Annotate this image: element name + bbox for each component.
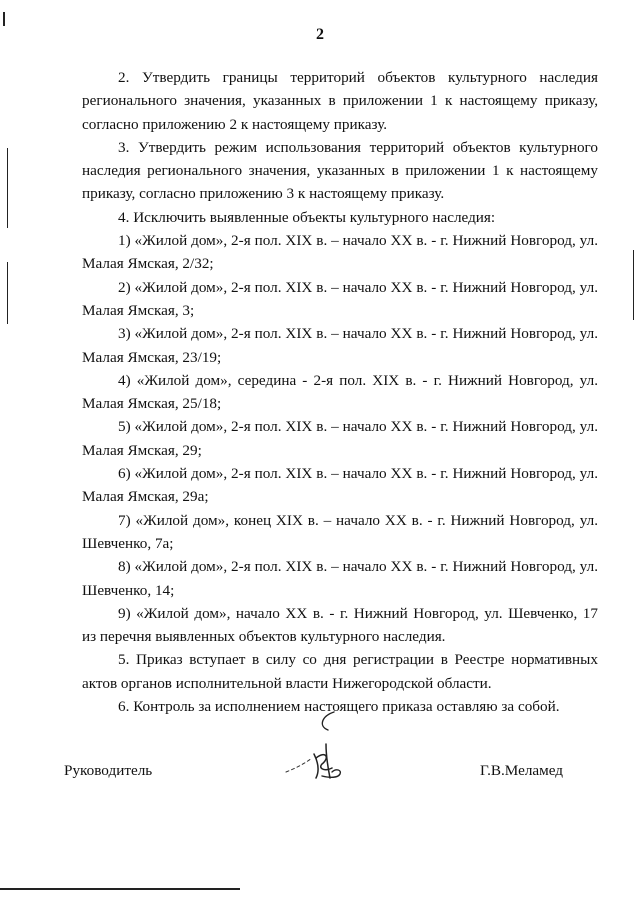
excluded-object-item: 2) «Жилой дом», 2-я пол. XIX в. – начало XX в. - г. Нижний Новгород, ул. Малая Ямская, 3; xyxy=(82,278,598,319)
left-margin-mark xyxy=(7,262,8,324)
paragraph-approve-regime: 3. Утвердить режим использования территорий объектов культурного наследия регионального значения, указанных в приложении 1 к настоящему приказу, согласно приложению 3 к настоящему приказу. xyxy=(82,138,598,203)
excluded-object-item: 4) «Жилой дом», середина - 2-я пол. XIX в. - г. Нижний Новгород, ул. Малая Ямская, 25/18; xyxy=(82,371,598,413)
excluded-objects-suffix: из перечня выявленных объектов культурного наследия. xyxy=(82,628,446,646)
signature-block xyxy=(0,700,640,800)
signer-title: Руководитель xyxy=(64,762,153,779)
excluded-object-item: 6) «Жилой дом», 2-я пол. XIX в. – начало XX в. - г. Нижний Новгород, ул. Малая Ямская, 29а; xyxy=(82,465,598,506)
right-margin-mark xyxy=(633,250,634,320)
excluded-object-item: 5) «Жилой дом», 2-я пол. XIX в. – начало XX в. - г. Нижний Новгород, ул. Малая Ямская, 29; xyxy=(82,418,598,459)
excluded-object-item: 8) «Жилой дом», 2-я пол. XIX в. – начало XX в. - г. Нижний Новгород, ул. Шевченко, 14; xyxy=(82,558,598,599)
excluded-object-item: 1) «Жилой дом», 2-я пол. XIX в. – начало XX в. - г. Нижний Новгород, ул. Малая Ямская, 2/32; xyxy=(82,232,598,273)
left-margin-mark-top xyxy=(3,12,5,26)
excluded-object-item: 9) «Жилой дом», начало XX в. - г. Нижний Новгород, ул. Шевченко, 17 xyxy=(118,604,598,622)
excluded-object-item: 7) «Жилой дом», конец XIX в. – начало XX в. - г. Нижний Новгород, ул. Шевченко, 7а; xyxy=(82,511,598,552)
bottom-edge-rule xyxy=(0,888,240,890)
paragraph-entry-into-force: 5. Приказ вступает в силу со дня регистрации в Реестре нормативных актов органов исполнительной власти Нижегородской области. xyxy=(82,651,598,692)
document-body xyxy=(82,66,598,718)
paragraph-exclude-objects: 4. Исключить выявленные объекты культурного наследия: xyxy=(118,208,496,226)
paragraph-control: 6. Контроль за исполнением настоящего приказа оставляю за собой. xyxy=(118,698,560,716)
signer-name: Г.В.Меламед xyxy=(480,762,564,779)
paragraph-approve-boundaries: 2. Утвердить границы территорий объектов культурного наследия регионального значения, указанных в приложении 1 к настоящему приказу, согласно приложению 2 к настоящему приказу. xyxy=(82,69,598,133)
left-margin-mark xyxy=(7,148,8,228)
excluded-object-item: 3) «Жилой дом», 2-я пол. XIX в. – начало XX в. - г. Нижний Новгород, ул. Малая Ямская, 23/19; xyxy=(82,325,598,366)
page-number: 2 xyxy=(316,26,324,43)
handwritten-signature xyxy=(282,706,362,786)
